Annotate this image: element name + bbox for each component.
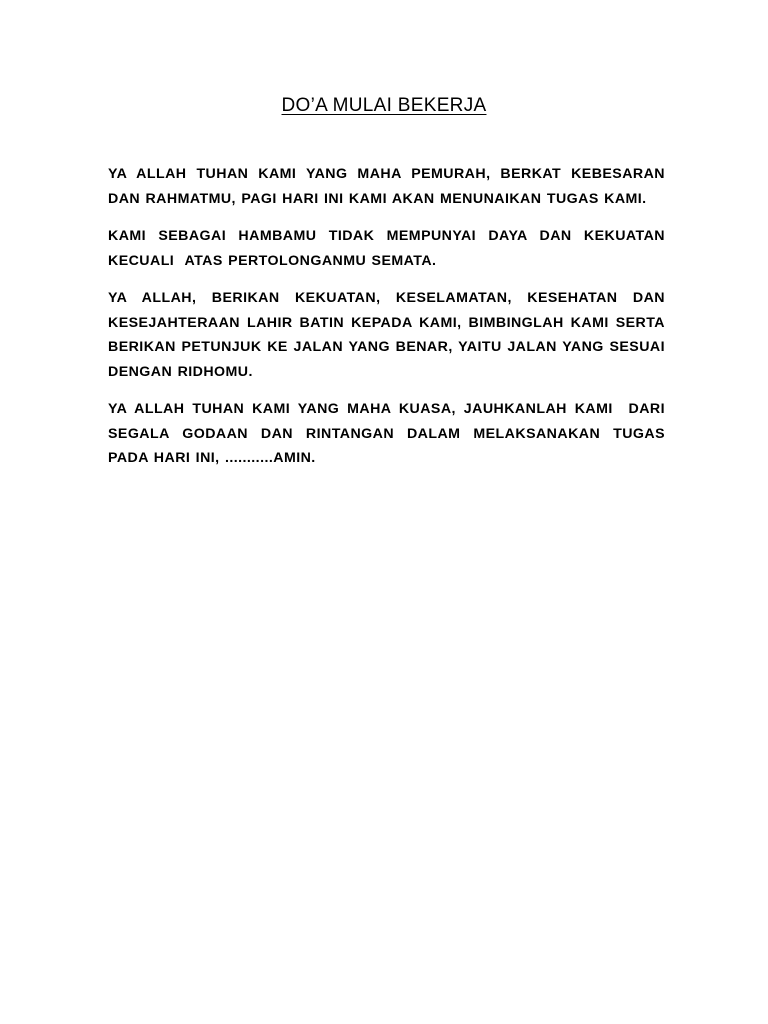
paragraph-2: KAMI SEBAGAI HAMBAMU TIDAK MEMPUNYAI DAYA DAN KEKUATAN KECUALI ATAS PERTOLONGANMU SEMATA. (108, 228, 671, 269)
paragraph-3: YA ALLAH, BERIKAN KEKUATAN, KESELAMATAN, KESEHATAN DAN KESEJAHTERAAN LAHIR BATIN KEPADA KAMI, BIMBINGLAH KAMI SERTA BERIKAN PETUNJUK KE JALAN YANG BENAR, YAITU JALAN YANG SESUAI DENGAN RIDHOMU. (108, 290, 671, 380)
paragraph-1: YA ALLAH TUHAN KAMI YANG MAHA PEMURAH, BERKAT KEBESARAN DAN RAHMATMU, PAGI HARI INI KAMI AKAN MENUNAIKAN TUGAS KAMI. (108, 166, 671, 207)
paragraph-4: YA ALLAH TUHAN KAMI YANG MAHA KUASA, JAUHKANLAH KAMI DARI SEGALA GODAAN DAN RINTANGAN DALAM MELAKSANAKAN TUGAS PADA HARI INI, ...........AMIN. (108, 401, 671, 466)
document-body (108, 162, 671, 484)
document-title: DO’A MULAI BEKERJA (281, 95, 487, 116)
